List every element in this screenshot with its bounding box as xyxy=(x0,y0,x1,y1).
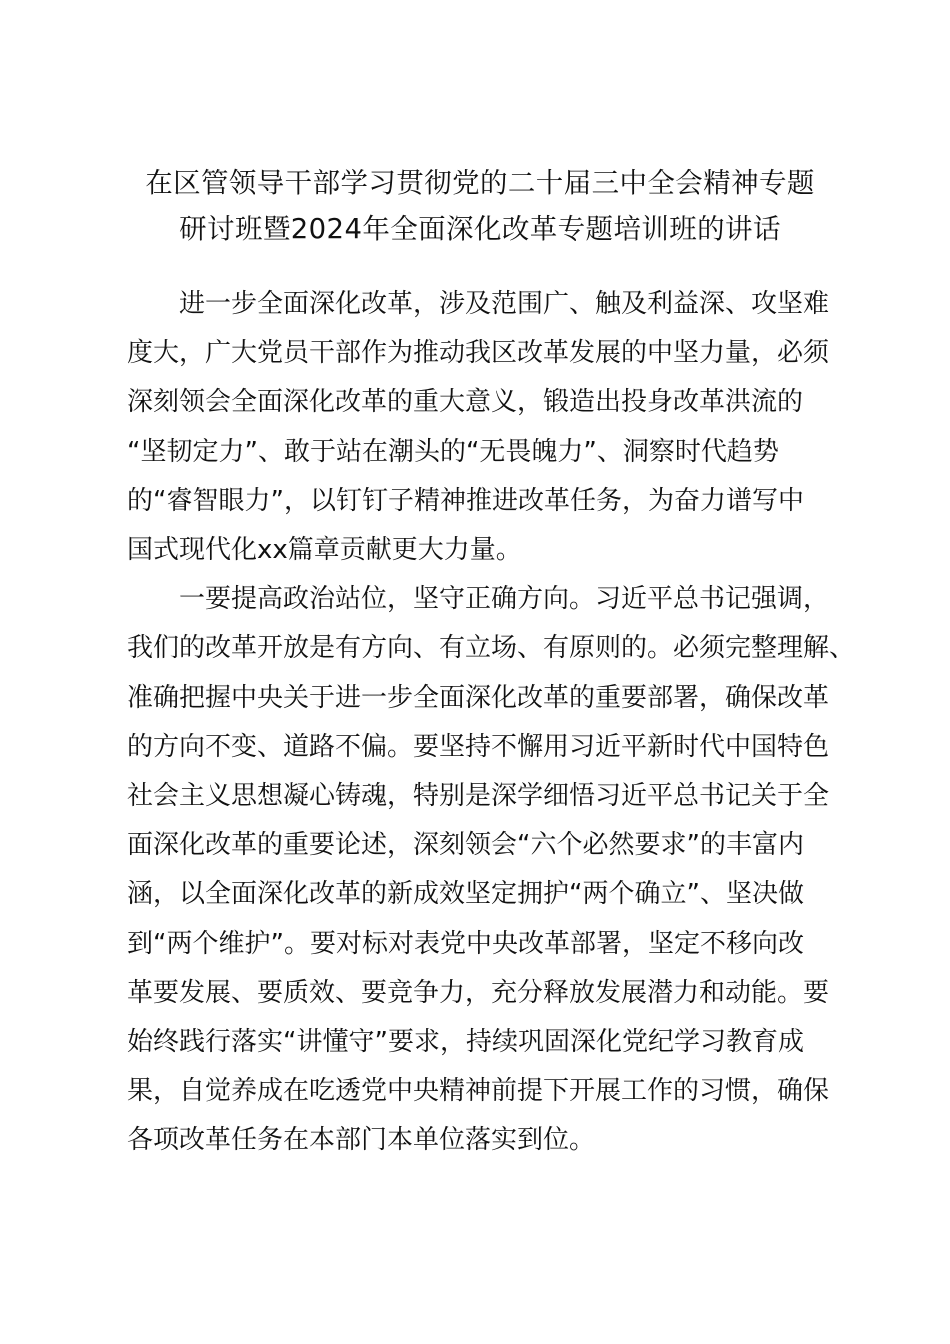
text-line: 革要发展、要质效、要竞争力，充分释放发展潜力和动能。要 xyxy=(127,977,830,1008)
text-line: 一要提高政治站位，坚守正确方向。习近平总书记强调， xyxy=(179,584,830,615)
text-line: 涵，以全面深化改革的新成效坚定拥护“两个确立”、坚决做 xyxy=(127,879,804,910)
text-line: 国式现代化xx篇章贡献更大力量。 xyxy=(127,535,522,566)
title-line: 研讨班暨2024年全面深化改革专题培训班的讲话 xyxy=(179,213,781,245)
text-line: 准确把握中央关于进一步全面深化改革的重要部署，确保改革 xyxy=(127,682,830,713)
text-line: 深刻领会全面深化改革的重大意义，锻造出投身改革洪流的 xyxy=(127,387,804,418)
title-line: 在区管领导干部学习贯彻党的二十届三中全会精神专题 xyxy=(145,167,815,199)
text-line: 度大，广大党员干部作为推动我区改革发展的中坚力量，必须 xyxy=(127,338,830,369)
text-line: 到“两个维护”。要对标对表党中央改革部署，坚定不移向改 xyxy=(127,928,804,959)
text-line: “坚韧定力”、敢于站在潮头的“无畏魄力”、洞察时代趋势 xyxy=(127,436,779,467)
text-line: 面深化改革的重要论述，深刻领会“六个必然要求”的丰富内 xyxy=(127,830,804,861)
text-line: 的“睿智眼力”，以钉钉子精神推进改革任务，为奋力谱写中 xyxy=(127,485,804,516)
document-title xyxy=(100,160,860,252)
paragraph-point-one xyxy=(127,575,856,1165)
text-line: 的方向不变、道路不偏。要坚持不懈用习近平新时代中国特色 xyxy=(127,731,830,762)
text-line: 果，自觉养成在吃透党中央精神前提下开展工作的习惯，确保 xyxy=(127,1076,830,1107)
text-line: 进一步全面深化改革，涉及范围广、触及利益深、攻坚难 xyxy=(179,289,830,319)
text-line: 我们的改革开放是有方向、有立场、有原则的。必须完整理解、 xyxy=(127,633,856,664)
text-line: 社会主义思想凝心铸魂，特别是深学细悟习近平总书记关于全 xyxy=(127,781,830,812)
document-body xyxy=(127,280,856,1166)
paragraph-intro xyxy=(127,280,837,575)
text-line: 始终践行落实“讲懂守”要求，持续巩固深化党纪学习教育成 xyxy=(127,1027,804,1058)
text-line: 各项改革任务在本部门本单位落实到位。 xyxy=(127,1125,596,1156)
